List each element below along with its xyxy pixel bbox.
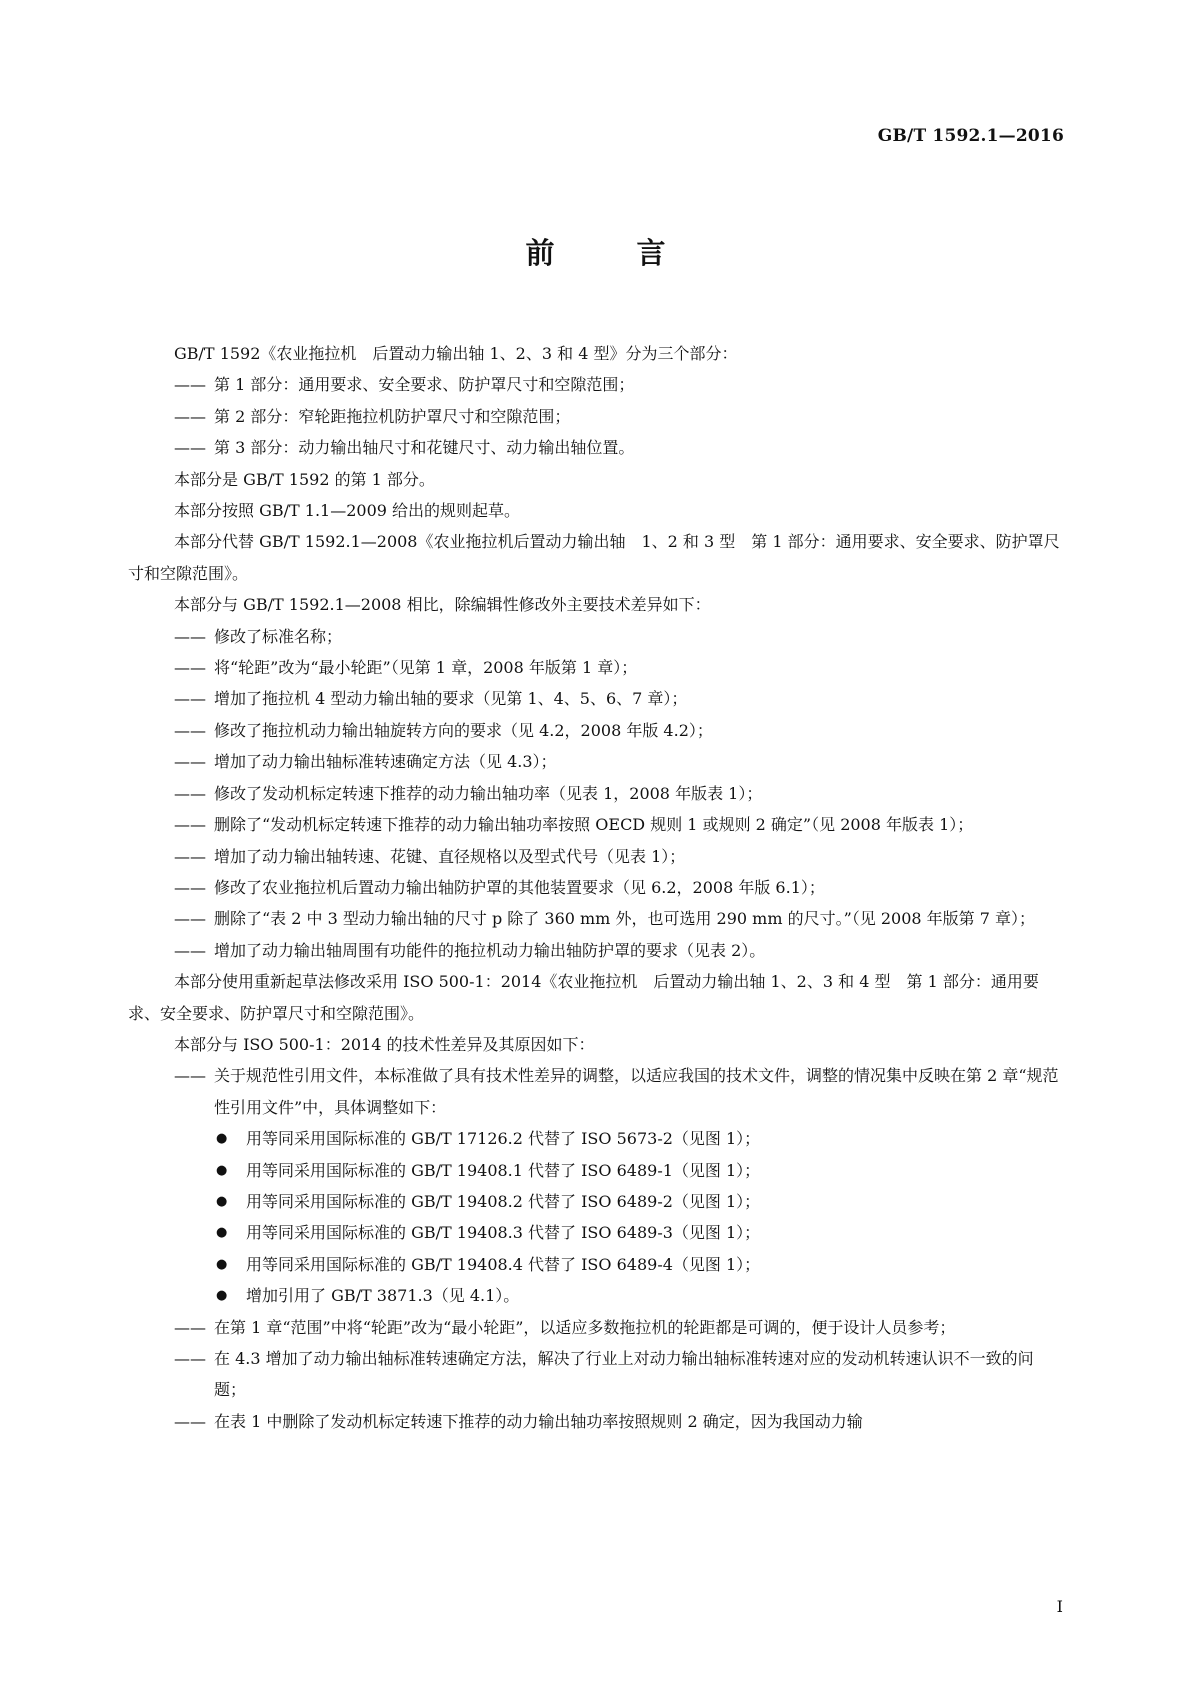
list-item-text: 将“轮距”改为“最小轮距”（见第 1 章，2008 年版第 1 章）；	[214, 658, 638, 678]
dash-marker: ——	[174, 815, 206, 835]
list-item-text: 修改了农业拖拉机后置动力输出轴防护罩的其他装置要求（见 6.2，2008 年版 6.1）；	[214, 877, 825, 897]
dash-marker: ——	[174, 1066, 206, 1086]
bullet-marker: ●	[216, 1193, 228, 1209]
dash-list-item	[128, 809, 1064, 840]
dash-list-item	[128, 683, 1064, 714]
bullet-list-item	[128, 1249, 1064, 1280]
dash-marker: ——	[174, 1349, 206, 1368]
list-item-text: 修改了标准名称；	[214, 626, 343, 646]
bullet-marker: ●	[216, 1256, 228, 1272]
bullet-marker: ●	[216, 1162, 228, 1178]
dash-list-item	[128, 778, 1064, 809]
list-item-text: 增加了动力输出轴转速、花键、直径规格以及型式代号（见表 1）；	[214, 846, 686, 866]
bullet-marker: ●	[216, 1131, 228, 1147]
dash-marker: ——	[174, 720, 206, 740]
list-item-text: 修改了拖拉机动力输出轴旋转方向的要求（见 4.2，2008 年版 4.2）；	[214, 720, 713, 740]
bullet-list-item	[128, 1280, 1064, 1311]
dash-marker: ——	[174, 940, 206, 960]
list-item-text: 增加引用了 GB/T 3871.3（见 4.1）。	[246, 1286, 520, 1306]
list-item-text: 用等同采用国际标准的 GB/T 19408.2 代替了 ISO 6489-2（见图 1）；	[246, 1191, 761, 1211]
dash-list-item	[128, 935, 1064, 966]
dash-list-item	[128, 1406, 1064, 1437]
dash-marker: ——	[174, 1411, 206, 1431]
dash-marker: ——	[174, 689, 206, 709]
list-item-text: 修改了发动机标定转速下推荐的动力输出轴功率（见表 1，2008 年版表 1）；	[214, 783, 763, 803]
dash-marker: ——	[174, 1317, 206, 1337]
list-item-text: 删除了“表 2 中 3 型动力输出轴的尺寸 p 除了 360 mm 外，也可选用 290 mm 的尺寸。”（见 2008 年版第 7 章）；	[214, 909, 1036, 929]
dash-marker: ——	[174, 783, 206, 803]
paragraph: 本部分与 GB/T 1592.1—2008 相比，除编辑性修改外主要技术差异如下：	[174, 595, 711, 615]
dash-marker: ——	[174, 626, 206, 646]
list-item-text: 在表 1 中删除了发动机标定转速下推荐的动力输出轴功率按照规则 2 确定，因为我国动力输	[214, 1411, 863, 1431]
dash-marker: ——	[174, 406, 206, 426]
bullet-list-item	[128, 1217, 1064, 1248]
bullet-list-item	[128, 1155, 1064, 1186]
list-item-text: 第 3 部分：动力输出轴尺寸和花键尺寸、动力输出轴位置。	[214, 438, 635, 458]
paragraph: 本部分按照 GB/T 1.1—2009 给出的规则起草。	[174, 501, 521, 521]
list-item-text: 增加了动力输出轴周围有功能件的拖拉机动力输出轴防护罩的要求（见表 2）。	[214, 940, 766, 960]
dash-marker: ——	[174, 438, 206, 458]
list-item-text: 增加了动力输出轴标准转速确定方法（见 4.3）；	[214, 752, 557, 772]
dash-marker: ——	[174, 909, 206, 929]
dash-list-item	[128, 715, 1064, 746]
list-item-text: 删除了“发动机标定转速下推荐的动力输出轴功率按照 OECD 规则 1 或规则 2 确定”（见 2008 年版表 1）；	[214, 815, 974, 835]
list-item-text: 用等同采用国际标准的 GB/T 17126.2 代替了 ISO 5673-2（见图 1）；	[246, 1129, 761, 1149]
dash-list-item	[128, 369, 1064, 400]
paragraph: 本部分是 GB/T 1592 的第 1 部分。	[174, 469, 435, 489]
list-item-text: 在 4.3 增加了动力输出轴标准转速确定方法，解决了行业上对动力输出轴标准转速对应的发动机转速认识不一致的问题；	[214, 1349, 1034, 1400]
list-item-text: 在第 1 章“范围”中将“轮距”改为“最小轮距”，以适应多数拖拉机的轮距都是可调的，便于设计人员参考；	[214, 1317, 956, 1337]
dash-list-item	[128, 1343, 1064, 1406]
list-item-text: 第 1 部分：通用要求、安全要求、防护罩尺寸和空隙范围；	[214, 375, 635, 395]
dash-marker: ——	[174, 658, 206, 678]
dash-list-item	[128, 432, 1064, 463]
dash-list-item	[128, 401, 1064, 432]
bullet-marker: ●	[216, 1225, 228, 1241]
dash-marker: ——	[174, 846, 206, 866]
list-item-text: 用等同采用国际标准的 GB/T 19408.1 代替了 ISO 6489-1（见图 1）；	[246, 1160, 761, 1180]
bullet-marker: ●	[216, 1288, 228, 1304]
dash-list-item	[128, 652, 1064, 683]
paragraph: 本部分与 ISO 500-1：2014 的技术性差异及其原因如下：	[174, 1034, 595, 1054]
list-item-text: 用等同采用国际标准的 GB/T 19408.3 代替了 ISO 6489-3（见图 1）；	[246, 1223, 761, 1243]
dash-list-item	[128, 1060, 1064, 1123]
bullet-list-item	[128, 1123, 1064, 1154]
paragraph: GB/T 1592《农业拖拉机 后置动力输出轴 1、2、3 和 4 型》分为三个部分：	[174, 344, 738, 363]
paragraph: 本部分代替 GB/T 1592.1—2008《农业拖拉机后置动力输出轴 1、2 和 3 型 第 1 部分：通用要求、安全要求、防护罩尺寸和空隙范围》。	[128, 532, 1060, 583]
page-title: 前 言	[525, 236, 702, 270]
dash-marker: ——	[174, 877, 206, 897]
page-number: I	[1056, 1597, 1063, 1616]
dash-list-item	[128, 872, 1064, 903]
list-item-text: 增加了拖拉机 4 型动力输出轴的要求（见第 1、4、5、6、7 章）；	[214, 689, 688, 709]
bullet-list-item	[128, 1186, 1064, 1217]
list-item-text: 关于规范性引用文件，本标准做了具有技术性差异的调整，以适应我国的技术文件，调整的情况集中反映在第 2 章“规范性引用文件”中，具体调整如下：	[214, 1066, 1059, 1117]
paragraph: 本部分使用重新起草法修改采用 ISO 500-1：2014《农业拖拉机 后置动力输出轴 1、2、3 和 4 型 第 1 部分：通用要求、安全要求、防护罩尺寸和空隙范围》。	[128, 972, 1039, 1023]
standard-number: GB/T 1592.1—2016	[877, 126, 1064, 146]
list-item-text: 用等同采用国际标准的 GB/T 19408.4 代替了 ISO 6489-4（见图 1）；	[246, 1254, 761, 1274]
dash-marker: ——	[174, 375, 206, 395]
list-item-text: 第 2 部分：窄轮距拖拉机防护罩尺寸和空隙范围；	[214, 406, 571, 426]
dash-list-item	[128, 621, 1064, 652]
dash-list-item	[128, 746, 1064, 777]
dash-marker: ——	[174, 752, 206, 772]
dash-list-item	[128, 1312, 1064, 1343]
dash-list-item	[128, 841, 1064, 872]
dash-list-item	[128, 903, 1064, 934]
foreword-body	[128, 338, 1064, 1437]
